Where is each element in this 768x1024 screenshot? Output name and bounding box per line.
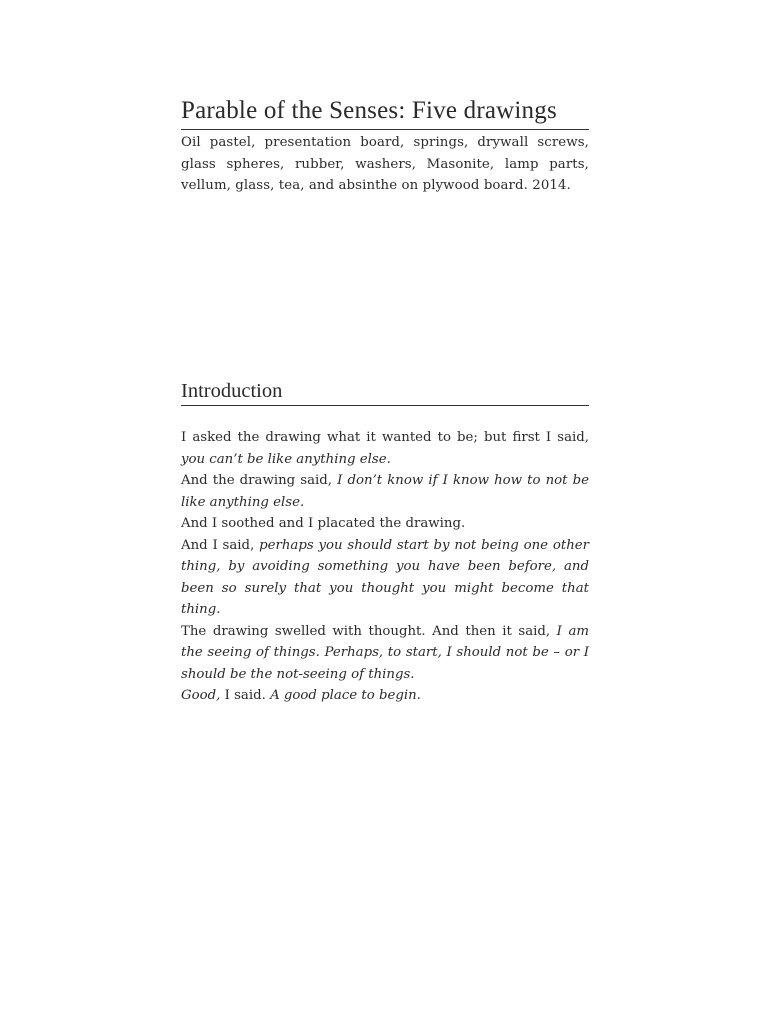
- introduction-body: [181, 427, 589, 707]
- section-divider: [181, 405, 589, 406]
- paragraph: [181, 535, 589, 621]
- italic-text: I don’t know if I know how to not be like anything else.: [181, 473, 590, 510]
- paragraph: [181, 621, 589, 686]
- page-title: Parable of the Senses: Five drawings: [181, 97, 557, 124]
- artwork-caption: Oil pastel, presentation board, springs, drywall screws, glass spheres, rubber, washers, Masonite, lamp parts, vellum, glass, tea, and absinthe on plywood board. 2014.: [181, 135, 589, 193]
- section-heading-introduction: Introduction: [181, 380, 283, 402]
- italic-text: A good place to begin.: [270, 688, 421, 703]
- title-divider: [181, 129, 589, 130]
- plain-text: And I soothed and I placated the drawing.: [181, 516, 466, 531]
- plain-text: And I said,: [181, 537, 260, 553]
- paragraph: [181, 685, 589, 707]
- paragraph: [181, 513, 589, 535]
- plain-text: And the drawing said,: [181, 473, 338, 488]
- italic-text: perhaps you should start by not being one other thing, by avoiding something you have been before, and been so surely that you thought you might become that thing.: [181, 537, 589, 617]
- paragraph: [181, 470, 589, 513]
- italic-text: Good,: [181, 688, 221, 703]
- plain-text: I asked the drawing what it wanted to be; but first I said,: [181, 430, 589, 445]
- italic-text: I am the seeing of things. Perhaps, to start, I should not be – or I should be the not-seeing of things.: [181, 623, 589, 682]
- paragraph: [181, 427, 589, 470]
- plain-text: The drawing swelled with thought. And then it said,: [181, 623, 557, 639]
- italic-text: you can’t be like anything else.: [181, 451, 391, 467]
- plain-text: I said.: [220, 688, 271, 703]
